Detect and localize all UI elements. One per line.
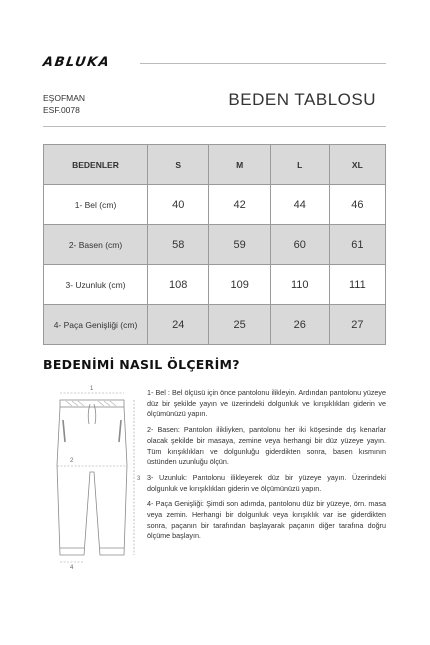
table-cell: 108 [148,265,209,305]
table-row [44,185,386,225]
measurement-instructions [147,388,386,547]
instruction-leg-opening: 4- Paça Genişliği: Şimdi son adımda, pantolonu düz bir yüzeye, örn. masa veya zemin. Herhangi bir dolgunluk veya kırışıklık var ise giderdikten sonra, paçanın bir tarafından başlayarak paçanın diğer tarafına doğru ölçüme başlayın. [147,499,386,541]
table-cell: 59 [209,225,270,265]
diagram-label-4: 4 [70,565,74,570]
instruction-length: 3- Uzunluk: Pantolonu ilikleyerek düz bir yüzeye yayın. Üzerindeki dolgunluk ve kırışıklıkları giderin ve ölçümünüzü yapın. [147,472,386,493]
right-pocket [119,420,121,442]
product-code: ESF.0078 [43,105,80,115]
table-cell: 61 [329,225,385,265]
left-pocket [63,420,65,442]
table-cell: 25 [209,305,270,345]
table-cell: 26 [270,305,329,345]
table-cell: 40 [148,185,209,225]
table-cell: 24 [148,305,209,345]
table-row [44,305,386,345]
column-header-xl: XL [329,145,385,185]
row-label-hip: 2- Basen (cm) [44,225,148,265]
header-bottom-divider [43,126,386,127]
table-cell: 109 [209,265,270,305]
table-cell: 27 [329,305,385,345]
table-cell: 42 [209,185,270,225]
product-type: EŞOFMAN [43,93,86,103]
column-header-m: M [209,145,270,185]
table-cell: 44 [270,185,329,225]
table-cell: 110 [270,265,329,305]
column-header-sizes: BEDENLER [44,145,148,185]
column-header-l: L [270,145,329,185]
waistband-ribbing [66,401,116,406]
table-cell: 46 [329,185,385,225]
size-chart-table [43,144,386,345]
diagram-label-2: 2 [70,458,74,464]
table-header-row [44,145,386,185]
page-title: BEDEN TABLOSU [228,90,376,109]
instruction-waist: 1- Bel : Bel ölçüsü için önce pantolonu ilikleyin. Ardından pantolonu yüzeye düz bir şekilde yayın ve üzerindeki dolgunluk ve kırışıklıkları giderin ve ölçümünüzü yapın. [147,388,386,419]
table-cell: 60 [270,225,329,265]
diagram-label-3: 3 [137,476,141,482]
row-label-waist: 1- Bel (cm) [44,185,148,225]
table-cell: 111 [329,265,385,305]
row-label-length: 3- Uzunluk (cm) [44,265,148,305]
section-title: BEDENİMİ NASIL ÖLÇERİM? [43,357,240,372]
header-divider [140,63,386,64]
instruction-hip: 2- Basen: Pantolon ilikliyken, pantolonu her iki köşesinde dış kenarlar olacak şekilde bir masaya, zemine veya herhangi bir düz yüzeye yayın. Tüm kırışıklıkları ve dolgunluğu giderdikten sonra, basen kısmının üstünden uzunluğu ölçün. [147,425,386,467]
table-row [44,225,386,265]
pants-outline [57,407,127,555]
table-cell: 58 [148,225,209,265]
diagram-label-1: 1 [90,386,94,392]
table-row [44,265,386,305]
row-label-leg-opening: 4- Paça Genişliği (cm) [44,305,148,345]
product-meta [43,92,85,116]
pants-measurement-diagram [38,380,146,570]
brand-logo: ABLUKA [41,55,112,70]
column-header-s: S [148,145,209,185]
